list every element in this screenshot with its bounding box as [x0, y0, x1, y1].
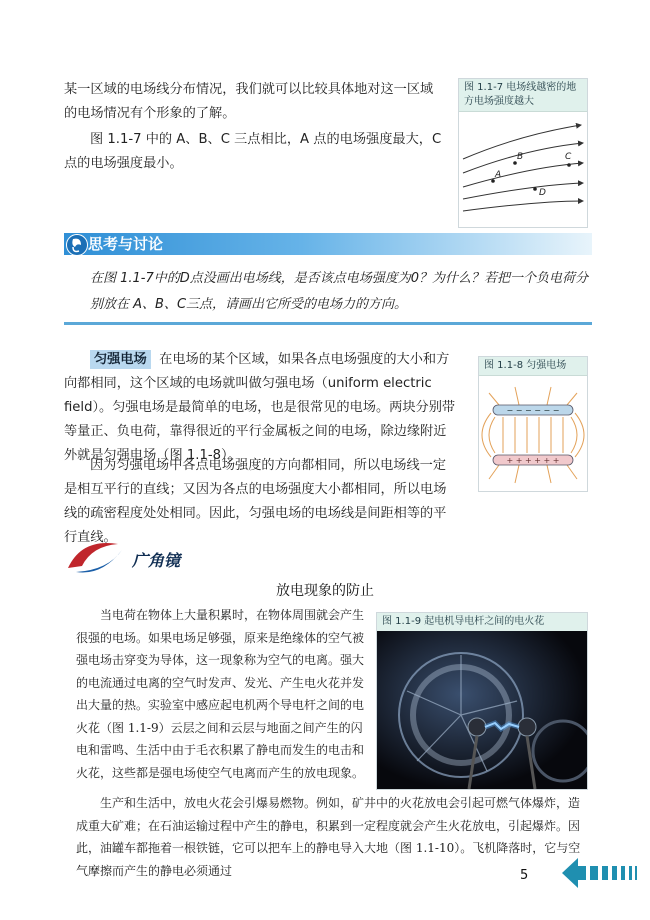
uniform-field-paragraph-1 [64, 348, 456, 468]
uniform-field-p2-text: 因为匀强电场中各点电场强度的方向都相同，所以电场线一定是相互平行的直线；又因为各点的电场强度大小都相同，所以电场线的疏密程度处处相同。因此，匀强电场的电场线是间距相等的平行直线。 [64, 458, 447, 545]
field-line [463, 201, 583, 211]
page-nav-arrow [562, 854, 640, 892]
figure-1-1-8-caption: 图 1.1-8 匀强电场 [479, 357, 587, 376]
spark-photo [377, 631, 587, 789]
figure-1-1-7-caption: 图 1.1-7 电场线越密的地方电场强度越大 [459, 79, 587, 112]
point-label-c: C [565, 152, 572, 162]
keyword-uniform-field: 匀强电场 [90, 350, 151, 369]
figure-1-1-7 [458, 78, 588, 228]
discussion-text: 在图 1.1-7中的D点没画出电场线，是否该点电场强度为0？为什么？若把一个负电荷分别放在 A、B、C三点，请画出它所受的电场力的方向。 [90, 271, 589, 312]
plus-plate-label: + + + + + + [506, 456, 560, 465]
figure-1-1-9 [376, 612, 588, 790]
point-label-b: B [517, 152, 524, 162]
wide-angle-p2-text: 生产和生活中，放电火花会引爆易燃物。例如，矿井中的火花放电会引起可燃气体爆炸，造成重大矿难；在石油运输过程中产生的静电，积累到一定程度就会产生火花放电，引起爆炸。因此，油罐车都拖着一根铁链，它可以把车上的静电导入大地（图 1.1-10）。飞机降落时，它与空气摩擦而产生的静电必须通过 [76, 796, 581, 878]
wide-angle-p1-text: 当电荷在物体上大量积累时，在物体周围就会产生很强的电场。如果电场足够强，原来是绝缘体的空气被强电场击穿变为导体，这一现象称为空气的电离。强大的电流通过电离的空气时发声、发光、产生电火花并发出大量的热。实验室中感应起电机两个导电杆之间的电火花（图 1.1-9）云层之间和云层与地面之间产生的闪电和雷鸣、生活中由于毛衣积累了静电而发生的电击和火花，这些都是强电场使空气电离而产生的放电现象。 [76, 608, 365, 780]
discussion-title: 思考与讨论 [88, 235, 164, 253]
top-paragraph-2 [64, 128, 444, 176]
figure-1-1-8 [478, 356, 588, 492]
top-paragraph-1: 某一区域的电场线分布情况，我们就可以比较具体地对这一区域的电场情况有个形象的了解。 [64, 82, 434, 121]
wide-angle-paragraph-2 [76, 792, 588, 882]
point-label-d: D [539, 188, 546, 198]
wide-angle-logo [62, 536, 132, 576]
discussion-icon [66, 234, 88, 256]
uniform-field-diagram [479, 357, 587, 491]
wide-angle-paragraph-1 [76, 604, 368, 784]
figure-1-1-9-caption: 图 1.1-9 起电机导电杆之间的电火花 [377, 613, 587, 632]
minus-plate-label: − − − − − − [506, 406, 560, 415]
point-label-a: A [495, 170, 502, 180]
wide-angle-subtitle: 放电现象的防止 [276, 583, 374, 599]
page-number: 5 [520, 868, 529, 883]
discussion-divider [64, 322, 592, 325]
field-lines-diagram [459, 79, 587, 227]
wide-angle-title: 广角镜 [132, 551, 181, 570]
uniform-field-p1-text: 在电场的某个区域，如果各点电场强度的大小和方向都相同，这个区域的电场就叫做匀强电场（uniform electric field）。匀强电场是最简单的电场，也是很常见的电场。两块分别带等量正、负电荷，靠得很近的平行金属板之间的电场，除边缘附近外就是匀强电场（图 1.1-8）。 [64, 352, 456, 463]
field-line [463, 183, 583, 199]
top-paragraph-2-text: 图 1.1-7 中的 A、B、C 三点相比，A 点的电场强度最大，C 点的电场强度最小。 [64, 132, 442, 171]
